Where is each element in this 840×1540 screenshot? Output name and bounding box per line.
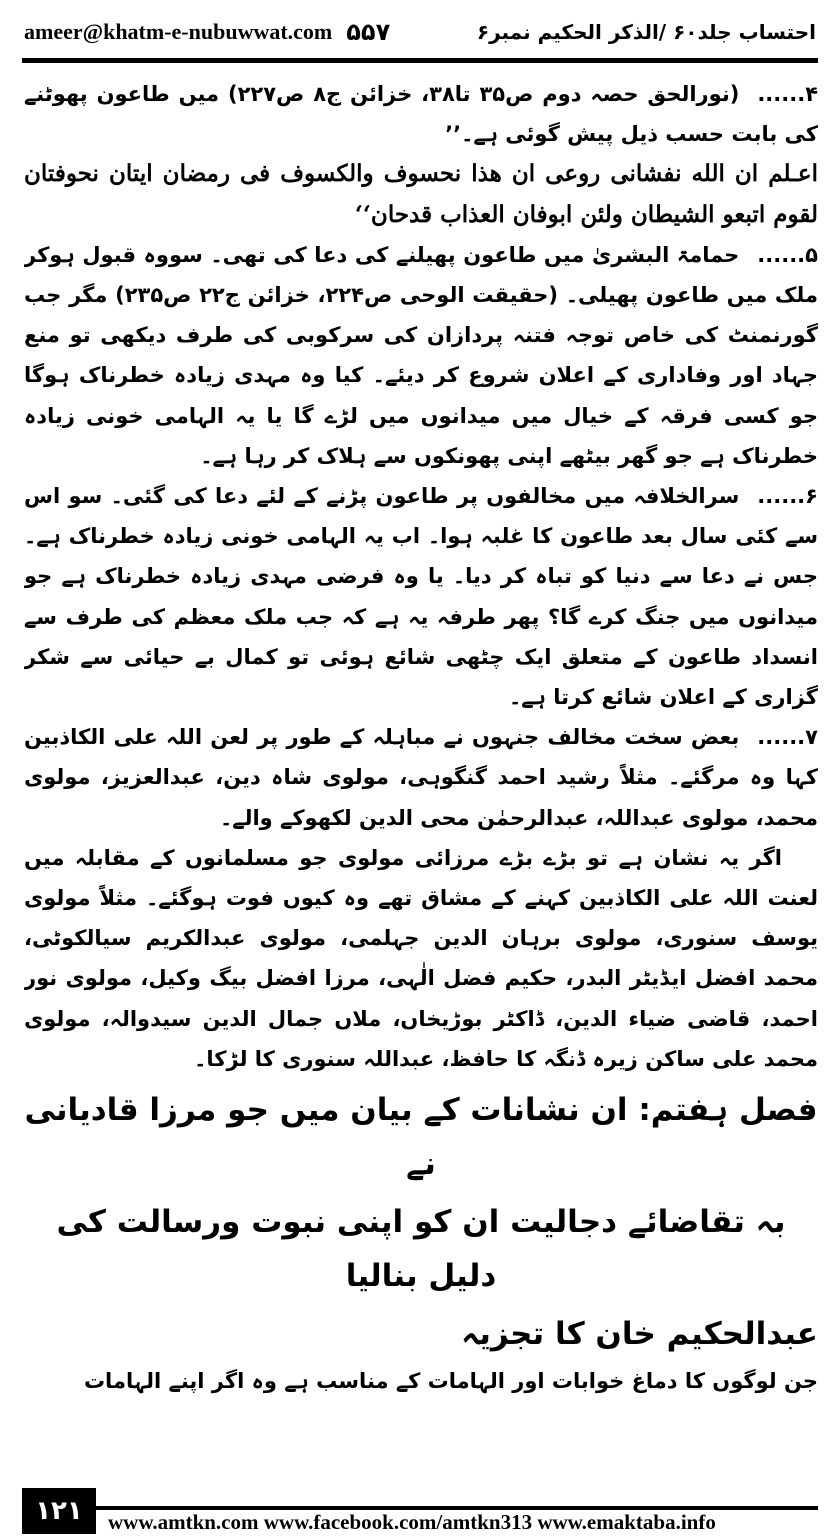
paragraph-text: حمامۃ البشریٰ میں طاعون پھیلنے کی دعا کی تھی۔ سووہ قبول ہوکر ملک میں طاعون پھیلی۔ (حقیقت الوحی ص۲۲۴، خزائن ج۲۲ ص۲۳۵) مگر جب گورنمنٹ کی خاص توجہ فتنہ پردازان کی سرکوبی کی طرف دیکھی تو منع جہاد اور وفاداری کے اعلان شروع کر دیئے۔ کیا وہ مہدی زیادہ خطرناک ہوگا جو کسی فرقہ کے خیال میں میدانوں میں لڑے گا یا یہ الہامی خونی زیادہ خطرناک ہے جو گھر بیٹھے اپنی پھونکوں سے ہلاک کر رہا ہے۔: [24, 242, 818, 468]
arabic-quote: اعـلم ان الله نفشانی روعی ان هذا نحسوف والكسوف فی رمضان ایتان نحوفتان لقوم اتبعو الشیطان ولئن ابوفان العذاب قدحان‘‘: [24, 160, 818, 228]
paragraph-rebuttal: اگر یہ نشان ہے تو بڑے بڑے مرزائی مولوی جو مسلمانوں کے مقابلہ میں لعنت اللہ علی الکاذبین کہنے کے مشاق تھے وہ کیوں فوت ہوگئے۔ مثلاً مولوی یوسف سنوری، مولوی برہان الدین جہلمی، مولوی عبدالکریم سیالکوٹی، محمد افضل ایڈیٹر البدر، حکیم فضل الٰہی، مرزا افضل بیگ وکیل، مولوی نور احمد، قاضی ضیاء الدین، ڈاکٹر بوڑیخاں، ملاں جمال الدین سیدوالہ، مولوی محمد علی ساکن زیرہ ڈنگہ کا حافظ، عبداللہ سنوری کا لڑکا۔: [24, 845, 818, 1071]
section-subheading: عبدالحکیم خان کا تجزیہ: [461, 1316, 818, 1353]
section-heading-line2: بہ تقاضائے دجالیت ان کو اپنی نبوت ورسالت کی دلیل بنالیا: [56, 1204, 786, 1295]
header-email[interactable]: ameer@khatm-e-nubuwwat.com: [24, 19, 333, 44]
header-page-number: ۵۵۷: [346, 18, 391, 46]
item-number: ۷......: [757, 725, 818, 750]
page-header: [24, 12, 816, 52]
paragraph-6: [24, 476, 818, 717]
footer-links[interactable]: www.amtkn.com www.facebook.com/amtkn313 www.emaktaba.info: [108, 1510, 716, 1534]
item-number: ۴......: [757, 82, 818, 106]
header-running-title: احتساب جلد۶۰ /الذکر الحکیم نمبر۶: [476, 20, 816, 44]
paragraph-7: [24, 717, 818, 838]
paragraph-text: (نورالحق حصہ دوم ص۳۵ تا۳۸، خزائن ج۸ ص۲۲۷) میں طاعون پھوٹنے کی بابت حسب ذیل پیش گوئی ہے۔’’: [24, 82, 818, 147]
paragraph-text: بعض سخت مخالف جنہوں نے مباہلہ کے طور پر لعن اللہ علی الکاذبین کہا وہ مرگئے۔ مثلاً رشید احمد گنگوہی، مولوی شاہ دین، عبدالعزیز، مولوی محمد، مولوی عبداللہ، عبدالرحمٰن محی الدین لکھوکے والے۔: [24, 725, 818, 830]
header-left: [24, 18, 390, 46]
page-body: [24, 74, 818, 1464]
section-heading-line1: فصل ہفتم: ان نشانات کے بیان میں جو مرزا قادیانی نے: [24, 1092, 818, 1183]
paragraph-5: [24, 235, 818, 476]
page-footer: [22, 1488, 818, 1536]
item-number: ۶......: [757, 484, 818, 509]
item-number: ۵......: [757, 242, 818, 267]
paragraph-text: سرالخلافہ میں مخالفوں پر طاعون پڑنے کے لئے دعا کی گئی۔ سو اس سے کئی سال بعد طاعون کا غلبہ ہوا۔ اب یہ الہامی خونی زیادہ خطرناک ہے۔ جس نے دعا سے دنیا کو تباہ کر دیا۔ یا وہ فرضی مہدی زیادہ خطرناک ہے جو میدانوں میں جنگ کرے گا؟ پھر طرفہ یہ ہے کہ جب ملک معظم کی طرف سے انسداد طاعون کے متعلق ایک چٹھی شائع ہوئی تو کمال بے حیائی سے شکر گزاری کے اعلان شائع کرتا ہے۔: [24, 484, 818, 710]
header-rule: [22, 58, 818, 63]
footer-page-number: ۱۲۱: [22, 1488, 96, 1534]
paragraph-4: [24, 74, 818, 154]
last-line: جن لوگوں کا دماغ خوابات اور الہامات کے مناسب ہے وہ اگر اپنے الہامات: [83, 1369, 818, 1394]
